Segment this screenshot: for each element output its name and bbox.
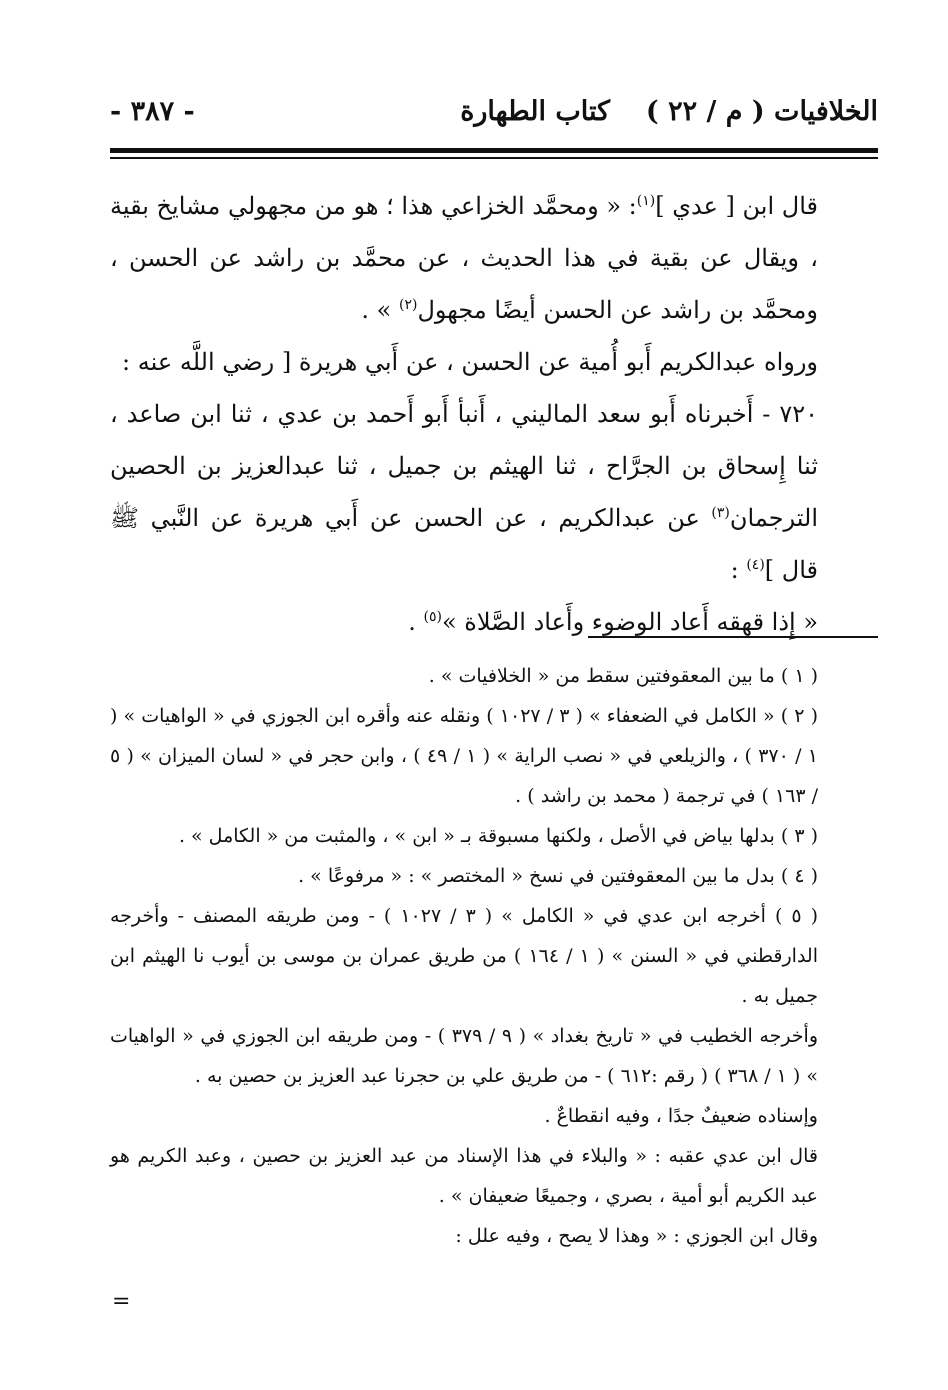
footnote-1: ( ١ ) ما بين المعقوفتين سقط من « الخلافيات » . (428, 665, 818, 687)
footnote-ref-4: (٤) (746, 557, 765, 573)
footnote-5: ( ٥ ) أخرجه ابن عدي في « الكامل » ( ٣ / ١٠٢٧ ) - ومن طريقه المصنف - وأخرجه الدارقطني في « السنن » ( ١ / ١٦٤ ) من طريق عمران بن موسى بن أيوب نا الهيثم ابن جميل به . (110, 905, 818, 1007)
paragraph-ibn-adi: قال ابن [ عدي ]$^{(١)}$: « ومحمَّد الخزاعي هذا ؛ هو من مجهولي مشايخ بقية ، ويقال عن بقية في هذا الحديث ، عن محمَّد بن راشد عن الحسن ، ومحمَّد بن راشد عن الحسن أيضًا مجهول$^{(٢)}$ » . (110, 192, 818, 324)
footnote-3: ( ٣ ) بدلها بياض في الأصل ، ولكنها مسبوقة بـ « ابن » ، والمثبت من « الكامل » . (178, 825, 818, 847)
header-thin-rule (110, 157, 878, 159)
running-header (110, 92, 878, 136)
footnote-ref-2: (٢) (398, 297, 418, 313)
book-title: كتاب الطهارة (460, 96, 610, 127)
footnote-ref-3: (٣) (711, 505, 730, 521)
paragraph-narration: ورواه عبدالكريم أَبو أُمية عن الحسن ، عن أَبي هريرة [ رضي اللَّه عنه : (122, 348, 818, 376)
page-number: - ٣٨٧ - (110, 96, 195, 127)
main-text (110, 180, 878, 648)
footnote-ref-5: (٥) (423, 609, 442, 625)
footnote-5-ibn-jawzi: وقال ابن الجوزي : « وهذا لا يصح ، وفيه علل : (455, 1225, 818, 1247)
footnote-separator (588, 636, 878, 638)
footnote-5-ibn-adi: قال ابن عدي عقبه : « والبلاء في هذا الإسناد من عبد العزيز بن حصين ، وعبد الكريم هو عبد الكريم أبو أمية ، بصري ، وجميعًا ضعيفان » . (110, 1145, 818, 1207)
footnote-2: ( ٢ ) « الكامل في الضعفاء » ( ٣ / ١٠٢٧ ) ونقله عنه وأقره ابن الجوزي في « الواهيات » ( ١ / ٣٧٠ ) ، والزيلعي في « نصب الراية » ( ١ / ٤٩ ) ، وابن حجر في « لسان الميزان » ( ٥ / ١٦٣ ) في ترجمة ( محمد بن راشد ) . (110, 705, 819, 807)
paragraph-hadith-720: ٧٢٠ - أَخبرناه أَبو سعد الماليني ، أَنبأ أَبو أَحمد بن عدي ، ثنا ابن صاعد ، ثنا إِسحاق بن الجرَّاح ، ثنا الهيثم بن جميل ، ثنا عبدالعزيز بن الحصين الترجمان$^{(٣)}$ عن عبدالكريم ، عن الحسن عن أَبي هريرة عن النَّبي ﷺ قال ]$^{(٤)}$ : (110, 400, 818, 584)
footnote-4: ( ٤ ) بدل ما بين المعقوفتين في نسخ « المختصر » : « مرفوعًا » . (298, 865, 818, 887)
continuation-mark: = (112, 1289, 131, 1314)
footnote-5-khatib: وأخرجه الخطيب في « تاريخ بغداد » ( ٩ / ٣٧٩ ) - ومن طريقه ابن الجوزي في « الواهيات » ( ١ / ٣٦٨ ) ( رقم :٦١٢ ) - من طريق علي بن حجرنا عبد العزيز بن حصين به . (110, 1025, 819, 1087)
header-thick-rule (110, 148, 878, 153)
footnotes (110, 656, 878, 1256)
paragraph-hadith-text: « إِذا قهقه أَعاد الوضوء وأَعاد الصَّلاة »$^{(٥)}$ . (408, 608, 818, 636)
footnote-ref-1: (١) (636, 193, 656, 209)
running-title: الخلافيات ( م / ٢٢ ) (645, 96, 878, 127)
footnote-5-grading: وإسناده ضعيفٌ جدًا ، وفيه انقطاعٌ . (544, 1105, 818, 1127)
